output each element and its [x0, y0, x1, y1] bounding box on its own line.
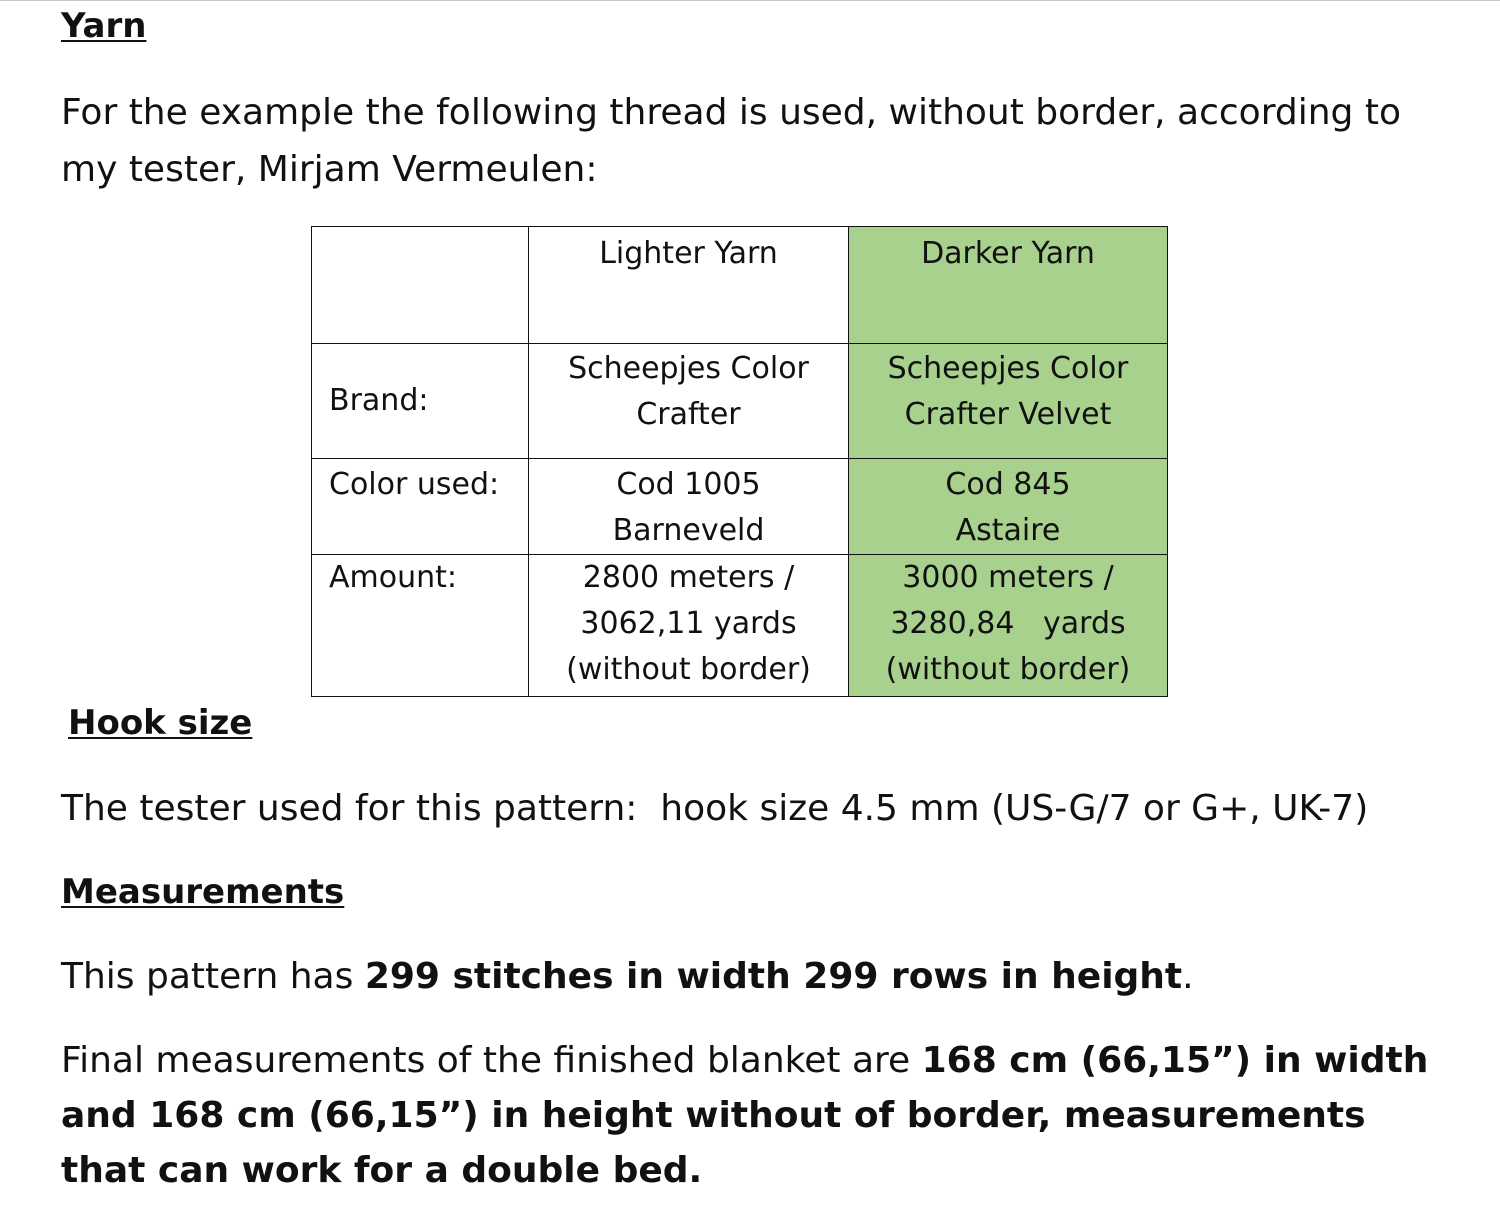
amount-lighter-line: 3062,11 yards [580, 606, 797, 641]
table-header-lighter-cell [529, 227, 849, 344]
hook-size-paragraph: The tester used for this pattern: hook size 4.5 mm (US-G/7 or G+, UK-7) [61, 788, 1369, 829]
table-row-label-cell [312, 459, 529, 555]
amount-darker-line: 3000 meters / [902, 560, 1114, 595]
brand-lighter-cell [529, 344, 849, 459]
table-header-row [312, 227, 1168, 344]
final-bold: 168 cm (66,15”) in width and 168 cm (66,15”) in height without of border, measurements that can work for a double bed. [61, 1040, 1429, 1191]
color-lighter-line: Barneveld [612, 513, 765, 548]
final-measurements-paragraph [61, 1033, 1461, 1198]
stitches-suffix: . [1182, 956, 1194, 997]
amount-lighter-line: 2800 meters / [582, 560, 795, 595]
hook-size-heading: Hook size [68, 703, 253, 743]
color-lighter-cell [529, 459, 849, 555]
brand-lighter-line: Scheepjes Color [568, 351, 809, 386]
color-darker-line: Cod 845 [945, 467, 1071, 502]
color-darker-cell [849, 459, 1168, 555]
table-row [312, 555, 1168, 697]
color-used-label: Color used: [329, 467, 500, 502]
table-row [312, 344, 1168, 459]
table-header-darker-cell [849, 227, 1168, 344]
table-header-blank-cell [312, 227, 529, 344]
yarn-intro-paragraph: For the example the following thread is used, without border, according to my tester, Mirjam Vermeulen: [61, 92, 1401, 190]
color-lighter-line: Cod 1005 [616, 467, 761, 502]
table-row-label-cell [312, 555, 529, 697]
measurements-heading: Measurements [61, 872, 345, 912]
amount-darker-line: 3280,84 yards [890, 606, 1126, 641]
amount-label: Amount: [329, 560, 457, 595]
amount-lighter-cell [529, 555, 849, 697]
brand-darker-line: Scheepjes Color [887, 351, 1129, 386]
stitches-prefix: This pattern has [61, 956, 365, 997]
color-darker-line: Astaire [955, 513, 1061, 548]
yarn-table [311, 226, 1168, 697]
table-header-darker: Darker Yarn [921, 236, 1095, 271]
table-row-label-cell [312, 344, 529, 459]
final-prefix: Final measurements of the finished blanket are [61, 1040, 922, 1081]
amount-darker-line: (without border) [885, 652, 1131, 687]
table-header-lighter: Lighter Yarn [599, 236, 778, 271]
brand-label: Brand: [329, 383, 429, 418]
stitches-bold: 299 stitches in width 299 rows in height [364, 956, 1183, 997]
brand-darker-line: Crafter Velvet [904, 397, 1112, 432]
stitches-paragraph [61, 948, 1194, 1005]
table-header-blank [312, 227, 528, 230]
yarn-heading: Yarn [61, 6, 147, 46]
brand-darker-cell [849, 344, 1168, 459]
amount-darker-cell [849, 555, 1168, 697]
top-divider [0, 0, 1500, 1]
table-row [312, 459, 1168, 555]
amount-lighter-line: (without border) [566, 652, 811, 687]
brand-lighter-line: Crafter [636, 397, 741, 432]
